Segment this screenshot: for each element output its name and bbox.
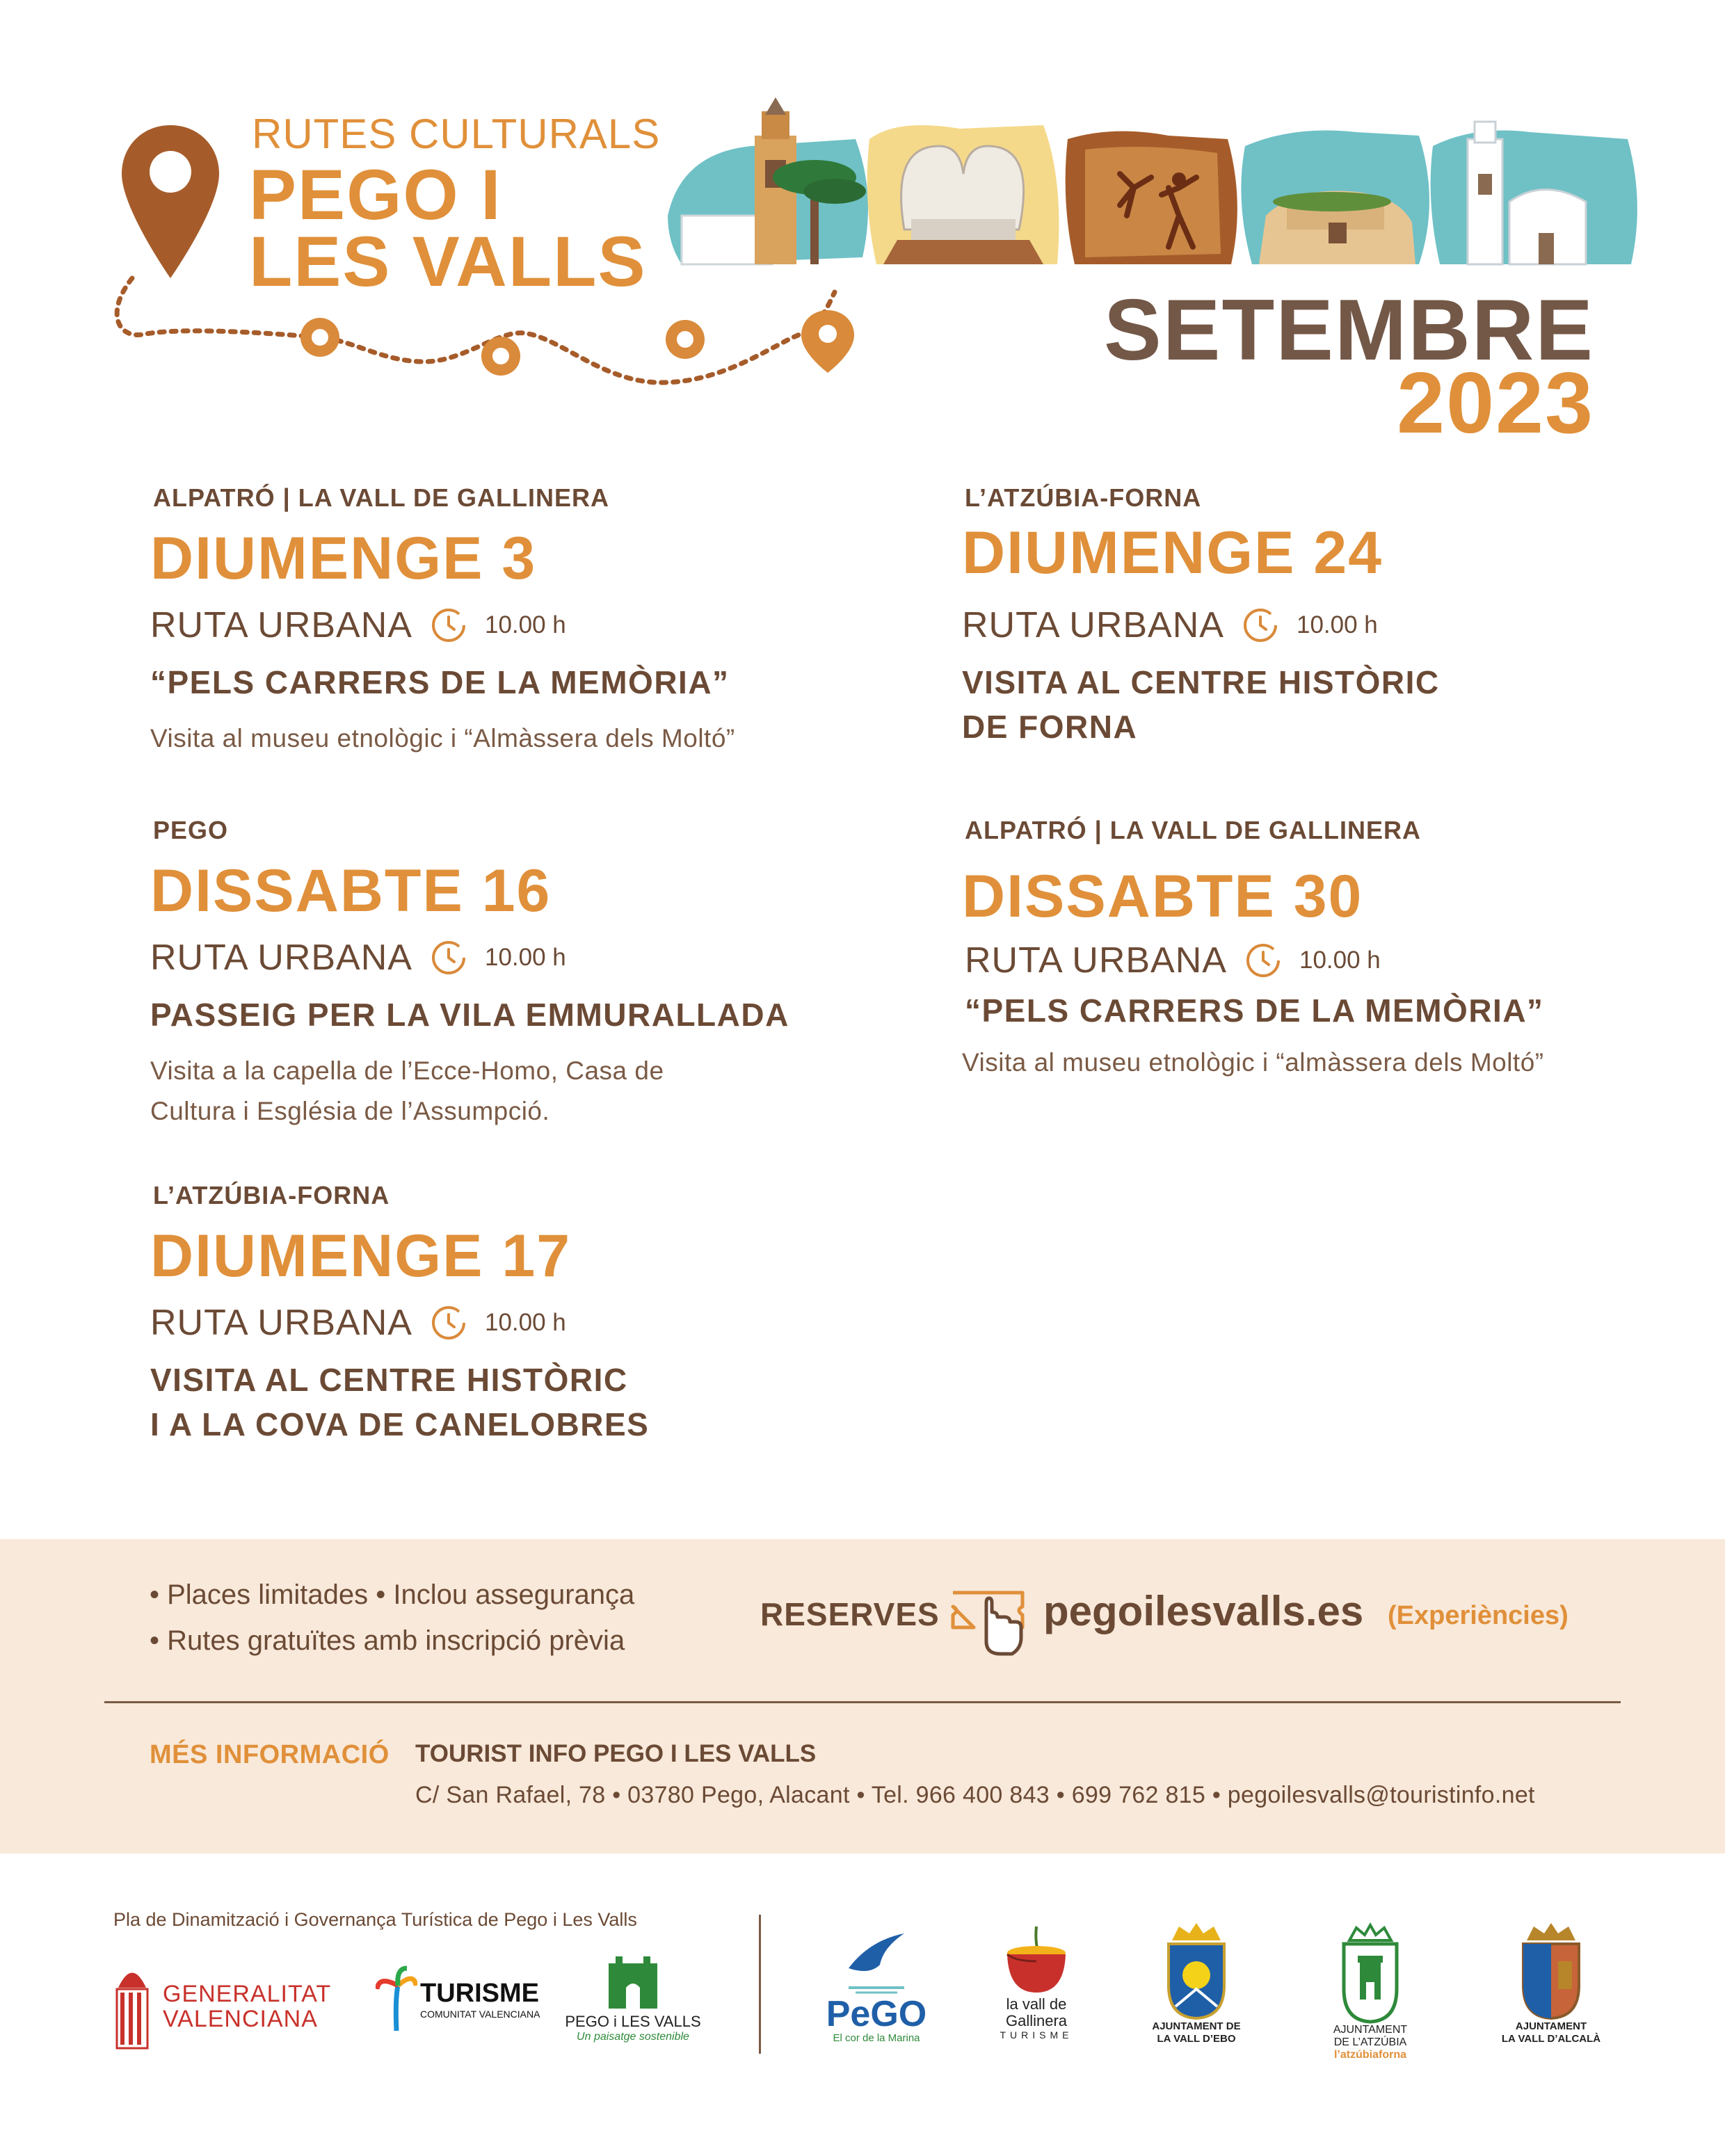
event-title: VISITA AL CENTRE HISTÒRIC DE FORNA [962,664,1440,745]
event-description: Visita al museu etnològic i “Almàssera dels Moltó” [150,724,735,753]
conditions-line: • Places limitades • Inclou assegurança [150,1579,635,1610]
atzubia-line3: l’atzúbiaforna [1333,2049,1406,2061]
event-location: L’ATZÚBIA-FORNA [965,483,1202,512]
divider [104,1701,1621,1703]
clock-icon [1242,607,1278,643]
event-type: RUTA URBANA [965,940,1227,981]
generalitat-valenciana-logo [111,1961,331,2052]
clock-icon [431,1305,467,1341]
vall-dalcala-logo [1489,1920,1614,2045]
header-title-line2: LES VALLS [249,222,647,301]
conditions-line: • Rutes gratuïtes amb inscripció prèvia [150,1625,625,1656]
alcala-line1: AJUNTAMENT [1515,2020,1587,2032]
pego-valls-tagline: Un paisatge sostenible [577,2031,689,2043]
atzubia-line1: AJUNTAMENT [1333,2024,1408,2036]
event-type: RUTA URBANA [962,605,1224,645]
event-card [150,483,860,759]
event-type: RUTA URBANA [150,1303,412,1343]
office-name: TOURIST INFO PEGO I LES VALLS [415,1740,817,1767]
clock-icon [431,607,467,643]
gv-line1: GENERALITAT [163,1981,332,2007]
event-location: ALPATRÓ | LA VALL DE GALLINERA [965,816,1422,844]
event-date: DIUMENGE 17 [150,1223,572,1289]
event-time: 10.00 h [1296,611,1378,638]
landmarks-illustration [668,97,1642,278]
event-date: DIUMENGE 3 [150,525,537,592]
gallinera-logo [974,1920,1099,2041]
event-type: RUTA URBANA [150,938,412,978]
vall-debo-logo [1144,1920,1249,2045]
event-location: PEGO [153,816,229,844]
turisme-title: TURISME [420,1979,539,2008]
atzubia-line2: DE L’ATZÚBIA [1333,2036,1407,2048]
pego-logo [817,1926,936,2044]
coat-of-arms-icon [1335,1920,1405,2024]
ticket-click-icon [946,1579,1029,1662]
coat-of-arms-icon [111,1961,153,2052]
more-info-label: MÉS INFORMACIÓ [150,1740,390,1769]
event-title: VISITA AL CENTRE HISTÒRIC I A LA COVA DE CANELOBRES [150,1362,650,1442]
header-kicker: RUTES CULTURALS [252,111,661,157]
pego-name: PeGO [826,1994,927,2034]
divider [759,1915,761,2054]
event-time: 10.00 h [1299,947,1381,974]
header-title [249,155,647,301]
gv-line2: VALENCIANA [163,2006,318,2032]
event-type: RUTA URBANA [150,605,412,645]
plan-text: Pla de Dinamització i Governança Turística de Pego i Les Valls [113,1909,637,1930]
event-card [962,483,1671,749]
gallinera-line2: Gallinera [1005,2012,1068,2029]
event-card [150,1181,860,1447]
clock-icon [431,940,467,976]
turisme-sub: COMUNITAT VALENCIANA [420,2009,540,2020]
pego-les-valls-logo [563,1953,703,2043]
alcala-line2: LA VALL D’ALCALÀ [1501,2033,1601,2045]
ebo-line2: LA VALL D’EBO [1157,2033,1236,2045]
ebo-line1: AJUNTAMENT DE [1152,2020,1241,2032]
event-card [962,816,1671,1083]
event-card [150,816,860,1132]
palm-icon [376,1965,417,2034]
header-title-line1: PEGO I [249,155,502,234]
event-title: PASSEIG PER LA VILA EMMURALLADA [150,997,789,1033]
event-time: 10.00 h [484,1309,566,1336]
reserves-note: (Experiències) [1388,1601,1568,1630]
event-time: 10.00 h [484,611,566,638]
clock-icon [1245,942,1281,979]
event-title: “PELS CARRERS DE LA MEMÒRIA” [965,992,1544,1029]
event-description: Visita a la capella de l’Ecce-Homo, Casa de Cultura i Església de l’Assumpció. [150,1056,664,1125]
event-date: DIUMENGE 24 [962,520,1383,586]
coat-of-arms-icon [1516,1920,1586,2020]
conditions-list [150,1572,634,1664]
reserves-label: RESERVES [760,1596,940,1632]
turisme-cv-logo [376,1965,540,2034]
office-contact: C/ San Rafael, 78 • 03780 Pego, Alacant • Tel. 966 400 843 • 699 762 815 • pegoilesvalls@touristinfo.net [415,1782,1535,1808]
event-date: DISSABTE 16 [150,858,552,924]
gallinera-line1: la vall de [1006,1995,1067,2013]
coat-of-arms-icon [1162,1920,1231,2020]
pego-tagline: El cor de la Marina [833,2032,920,2044]
gallinera-line3: TURISME [1000,2029,1073,2041]
reserves-link[interactable]: pegoilesvalls.es [1043,1588,1364,1634]
atzubia-logo [1318,1920,1422,2061]
header-year: 2023 [1397,355,1594,451]
event-time: 10.00 h [484,944,566,971]
header-month: SETEMBRE [1104,282,1594,378]
castle-icon [598,1953,668,2009]
event-description: Visita al museu etnològic i “almàssera dels Moltó” [962,1048,1544,1077]
event-title: “PELS CARRERS DE LA MEMÒRIA” [150,664,730,700]
heron-icon [835,1926,918,1996]
cherry-bowl-icon [1002,1920,1071,1996]
pego-valls-name: PEGO i LES VALLS [565,2013,701,2030]
event-location: L’ATZÚBIA-FORNA [153,1181,390,1209]
event-date: DISSABTE 30 [962,863,1363,930]
event-location: ALPATRÓ | LA VALL DE GALLINERA [153,483,610,512]
